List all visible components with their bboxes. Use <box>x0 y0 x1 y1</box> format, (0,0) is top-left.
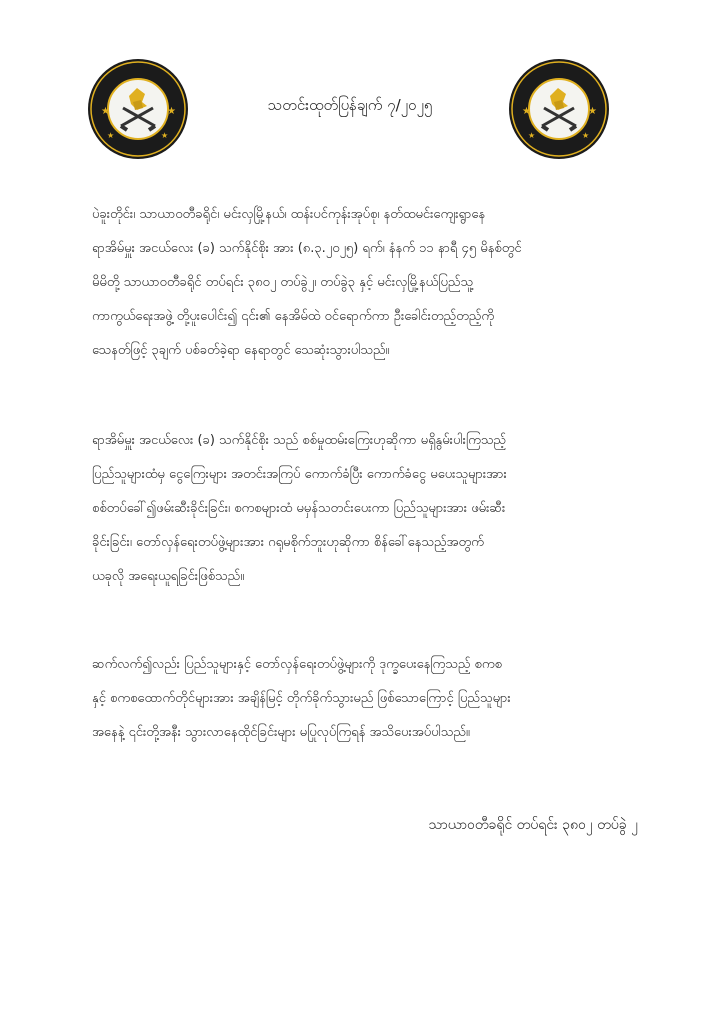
unit-emblem-icon <box>508 58 610 160</box>
signature-block: သာယာဝတီခရိုင် တပ်ရင်း ၃၈၀၂ တပ်ခွဲ ၂ <box>428 817 638 833</box>
text-line: မိမိတို့ သာယာဝတီခရိုင် တပ်ရင်း ၃၈၀၂ တပ်ခွဲ၂၊ တပ်ခွဲ၃ နှင့် မင်းလှမြို့နယ်ပြည်သူ့ <box>92 275 474 290</box>
unit-emblem-icon <box>508 58 610 160</box>
text-line: ပဲခူးတိုင်း၊ သာယာဝတီခရိုင်၊ မင်းလှမြို့နယ်၊ ထန်းပင်ကုန်းအုပ်စု၊ နတ်ထမင်းကျေးရွာနေ <box>92 207 486 222</box>
text-line: ခိုင်းခြင်း၊ တော်လှန်ရေးတပ်ဖွဲ့များအား ဂရုမစိုက်ဘူးဟုဆိုကာ စိန်ခေါ်နေသည့်အတွက် <box>92 535 484 550</box>
paragraph-3 <box>92 648 652 750</box>
svg-text:★: ★ <box>582 131 590 140</box>
text-line: ကာကွယ်ရေးအဖွဲ့ တို့ပူးပေါင်း၍ ၎င်း၏ နေအိမ်ထဲ ဝင်ရောက်ကာ ဦးခေါင်းတည့်တည့်ကို <box>92 309 495 324</box>
text-line: ဆက်လက်၍လည်း ပြည်သူများနှင့် တော်လှန်ရေးတပ်ဖွဲ့များကို ဒုက္ခပေးနေကြသည့် စကစ <box>92 657 502 672</box>
svg-text:★: ★ <box>107 131 115 140</box>
svg-text:★: ★ <box>528 131 536 140</box>
unit-emblem-icon <box>87 58 189 160</box>
text-line: စစ်တပ်ခေါ်၍ဖမ်းဆီးခိုင်းခြင်း၊ စကစများထံ မမှန်သတင်းပေးကာ ပြည်သူများအား ဖမ်းဆီး <box>92 501 506 516</box>
paragraph-2 <box>92 424 652 594</box>
paragraph-1 <box>92 198 652 368</box>
svg-text:★: ★ <box>161 131 169 140</box>
text-line: ပြည်သူများထံမှ ငွေကြေးများ အတင်းအကြပ် ကောက်ခံပြီး ကောက်ခံငွေ မပေးသူများအား <box>92 467 507 482</box>
unit-emblem-icon <box>87 58 189 160</box>
text-line: ယခုလို အရေးယူရခြင်းဖြစ်သည်။ <box>92 569 245 584</box>
page-title: သတင်းထုတ်ပြန်ချက် ၇/၂၀၂၅ <box>267 96 433 114</box>
text-line: ရာအိမ်မှူး အငယ်လေး (ခ) သက်နိုင်စိုး သည် စစ်မှုထမ်းကြေးဟုဆိုကာ မရှိနွမ်းပါးကြသည့် <box>92 433 506 448</box>
text-line: ရာအိမ်မှူး အငယ်လေး (ခ) သက်နိုင်စိုး အား (၈.၃.၂၀၂၅) ရက်၊ နံနက် ၁၁ နာရီ ၄၅ မိနစ်တွင် <box>92 241 522 256</box>
svg-text:★: ★ <box>167 106 176 117</box>
text-line: နှင့် စကစထောက်တိုင်များအား အချိန်မြင့် တိုက်ခိုက်သွားမည် ဖြစ်သောကြောင့် ပြည်သူများ <box>92 691 511 706</box>
svg-text:★: ★ <box>522 106 531 117</box>
text-line: အနေနဲ့ ၎င်းတို့အနီး သွားလာနေထိုင်ခြင်းများ မပြုလုပ်ကြရန် အသိပေးအပ်ပါသည်။ <box>92 725 470 740</box>
svg-text:★: ★ <box>101 106 110 117</box>
text-line: သေနတ်ဖြင့် ၃ချက် ပစ်ခတ်ခဲ့ရာ နေရာတွင် သေဆုံးသွားပါသည်။ <box>92 343 390 358</box>
svg-text:★: ★ <box>588 106 597 117</box>
